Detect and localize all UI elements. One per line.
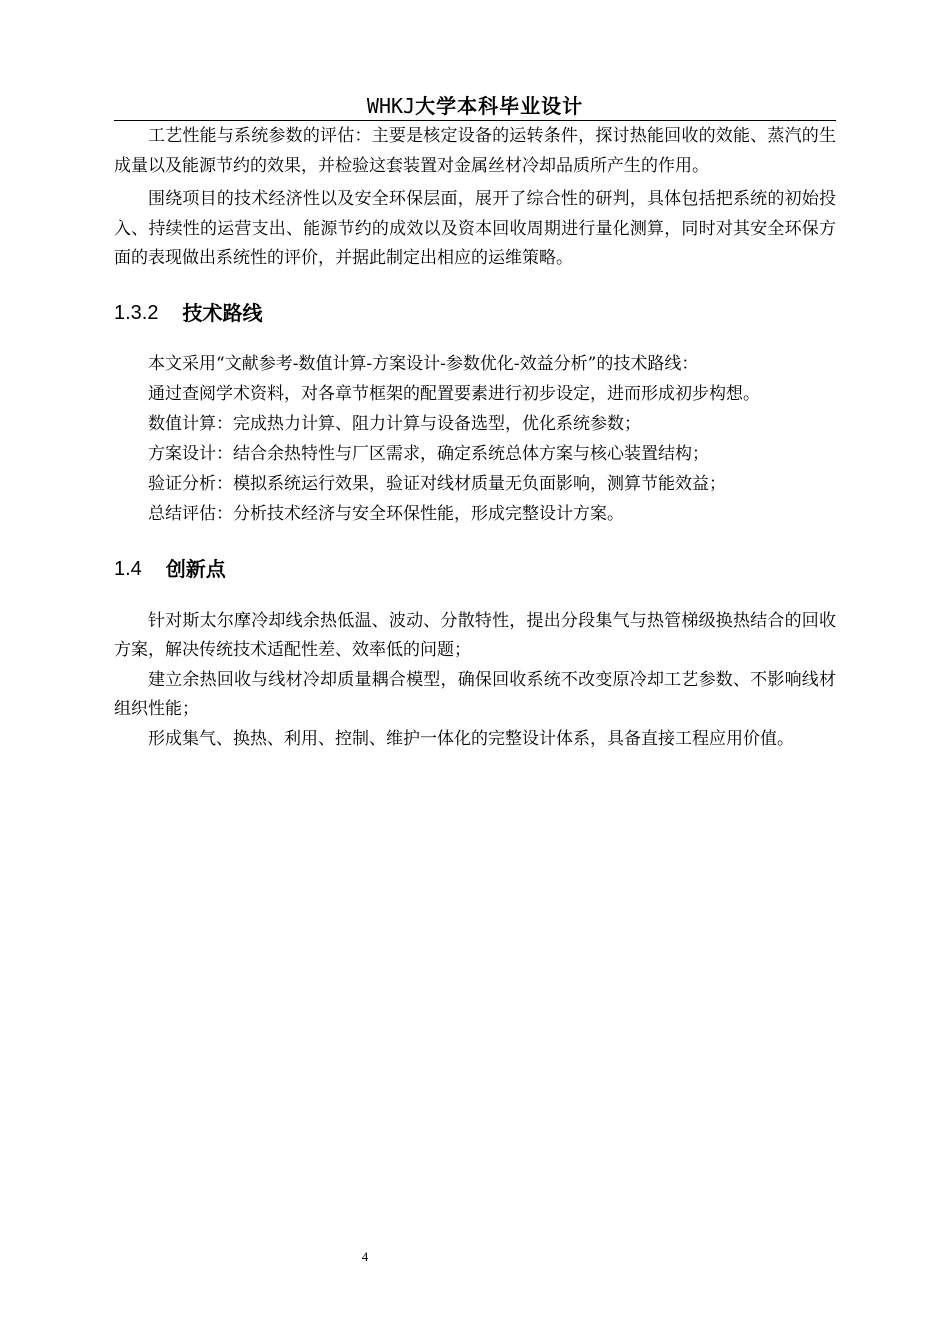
- list-item: 数值计算：完成热力计算、阻力计算与设备选型，优化系统参数；: [148, 413, 641, 434]
- paragraph-evaluation: 工艺性能与系统参数的评估：主要是核定设备的运转条件，探讨热能回收的效能、蒸汽的生成量以及能源节约的效果，并检验这套装置对金属丝材冷却品质所产生的作用。: [114, 126, 836, 176]
- list-item: 验证分析：模拟系统运行效果，验证对线材质量无负面影响，测算节能效益；: [148, 473, 726, 494]
- section-number: 1.3.2: [114, 301, 159, 324]
- running-header: [114, 92, 836, 120]
- section-heading-1-3-2: [114, 299, 836, 327]
- list-item: 总结评估：分析技术经济与安全环保性能，形成完整设计方案。: [148, 503, 624, 524]
- header-code: WHKJ: [366, 94, 416, 118]
- innovation-paragraph: 形成集气、换热、利用、控制、维护一体化的完整设计体系，具备直接工程应用价值。: [148, 728, 794, 749]
- header-rule: [114, 120, 836, 121]
- innovation-paragraph: 建立余热回收与线材冷却质量耦合模型，确保回收系统不改变原冷却工艺参数、不影响线材组织性能；: [114, 669, 836, 719]
- page-number: 4: [361, 1249, 369, 1264]
- section-title: 技术路线: [182, 300, 263, 325]
- list-item: 通过查阅学术资料，对各章节框架的配置要素进行初步设定，进而形成初步构想。: [148, 383, 760, 404]
- section-heading-1-4: [114, 555, 836, 583]
- paragraph-economics: 围绕项目的技术经济性以及安全环保层面，展开了综合性的研判，具体包括把系统的初始投入、持续性的运营支出、能源节约的成效以及资本回收周期进行量化测算，同时对其安全环保方面的表现做出系统性的评价，并据此制定出相应的运维策略。: [114, 189, 836, 268]
- section-number: 1.4: [114, 557, 142, 580]
- innovation-points: [114, 607, 836, 755]
- technical-route-list: [114, 349, 836, 529]
- innovation-paragraph: 针对斯太尔摩冷却线余热低温、波动、分散特性，提出分段集气与热管梯级换热结合的回收方案，解决传统技术适配性差、效率低的问题；: [114, 610, 836, 660]
- header-university: 大学本科毕业设计: [415, 94, 584, 118]
- list-item: 本文采用“文献参考-数值计算-方案设计-参数优化-效益分析”的技术路线：: [148, 353, 699, 374]
- page-body: [114, 122, 836, 754]
- list-item: 方案设计：结合余热特性与厂区需求，确定系统总体方案与核心装置结构；: [148, 443, 709, 464]
- section-title: 创新点: [165, 556, 226, 581]
